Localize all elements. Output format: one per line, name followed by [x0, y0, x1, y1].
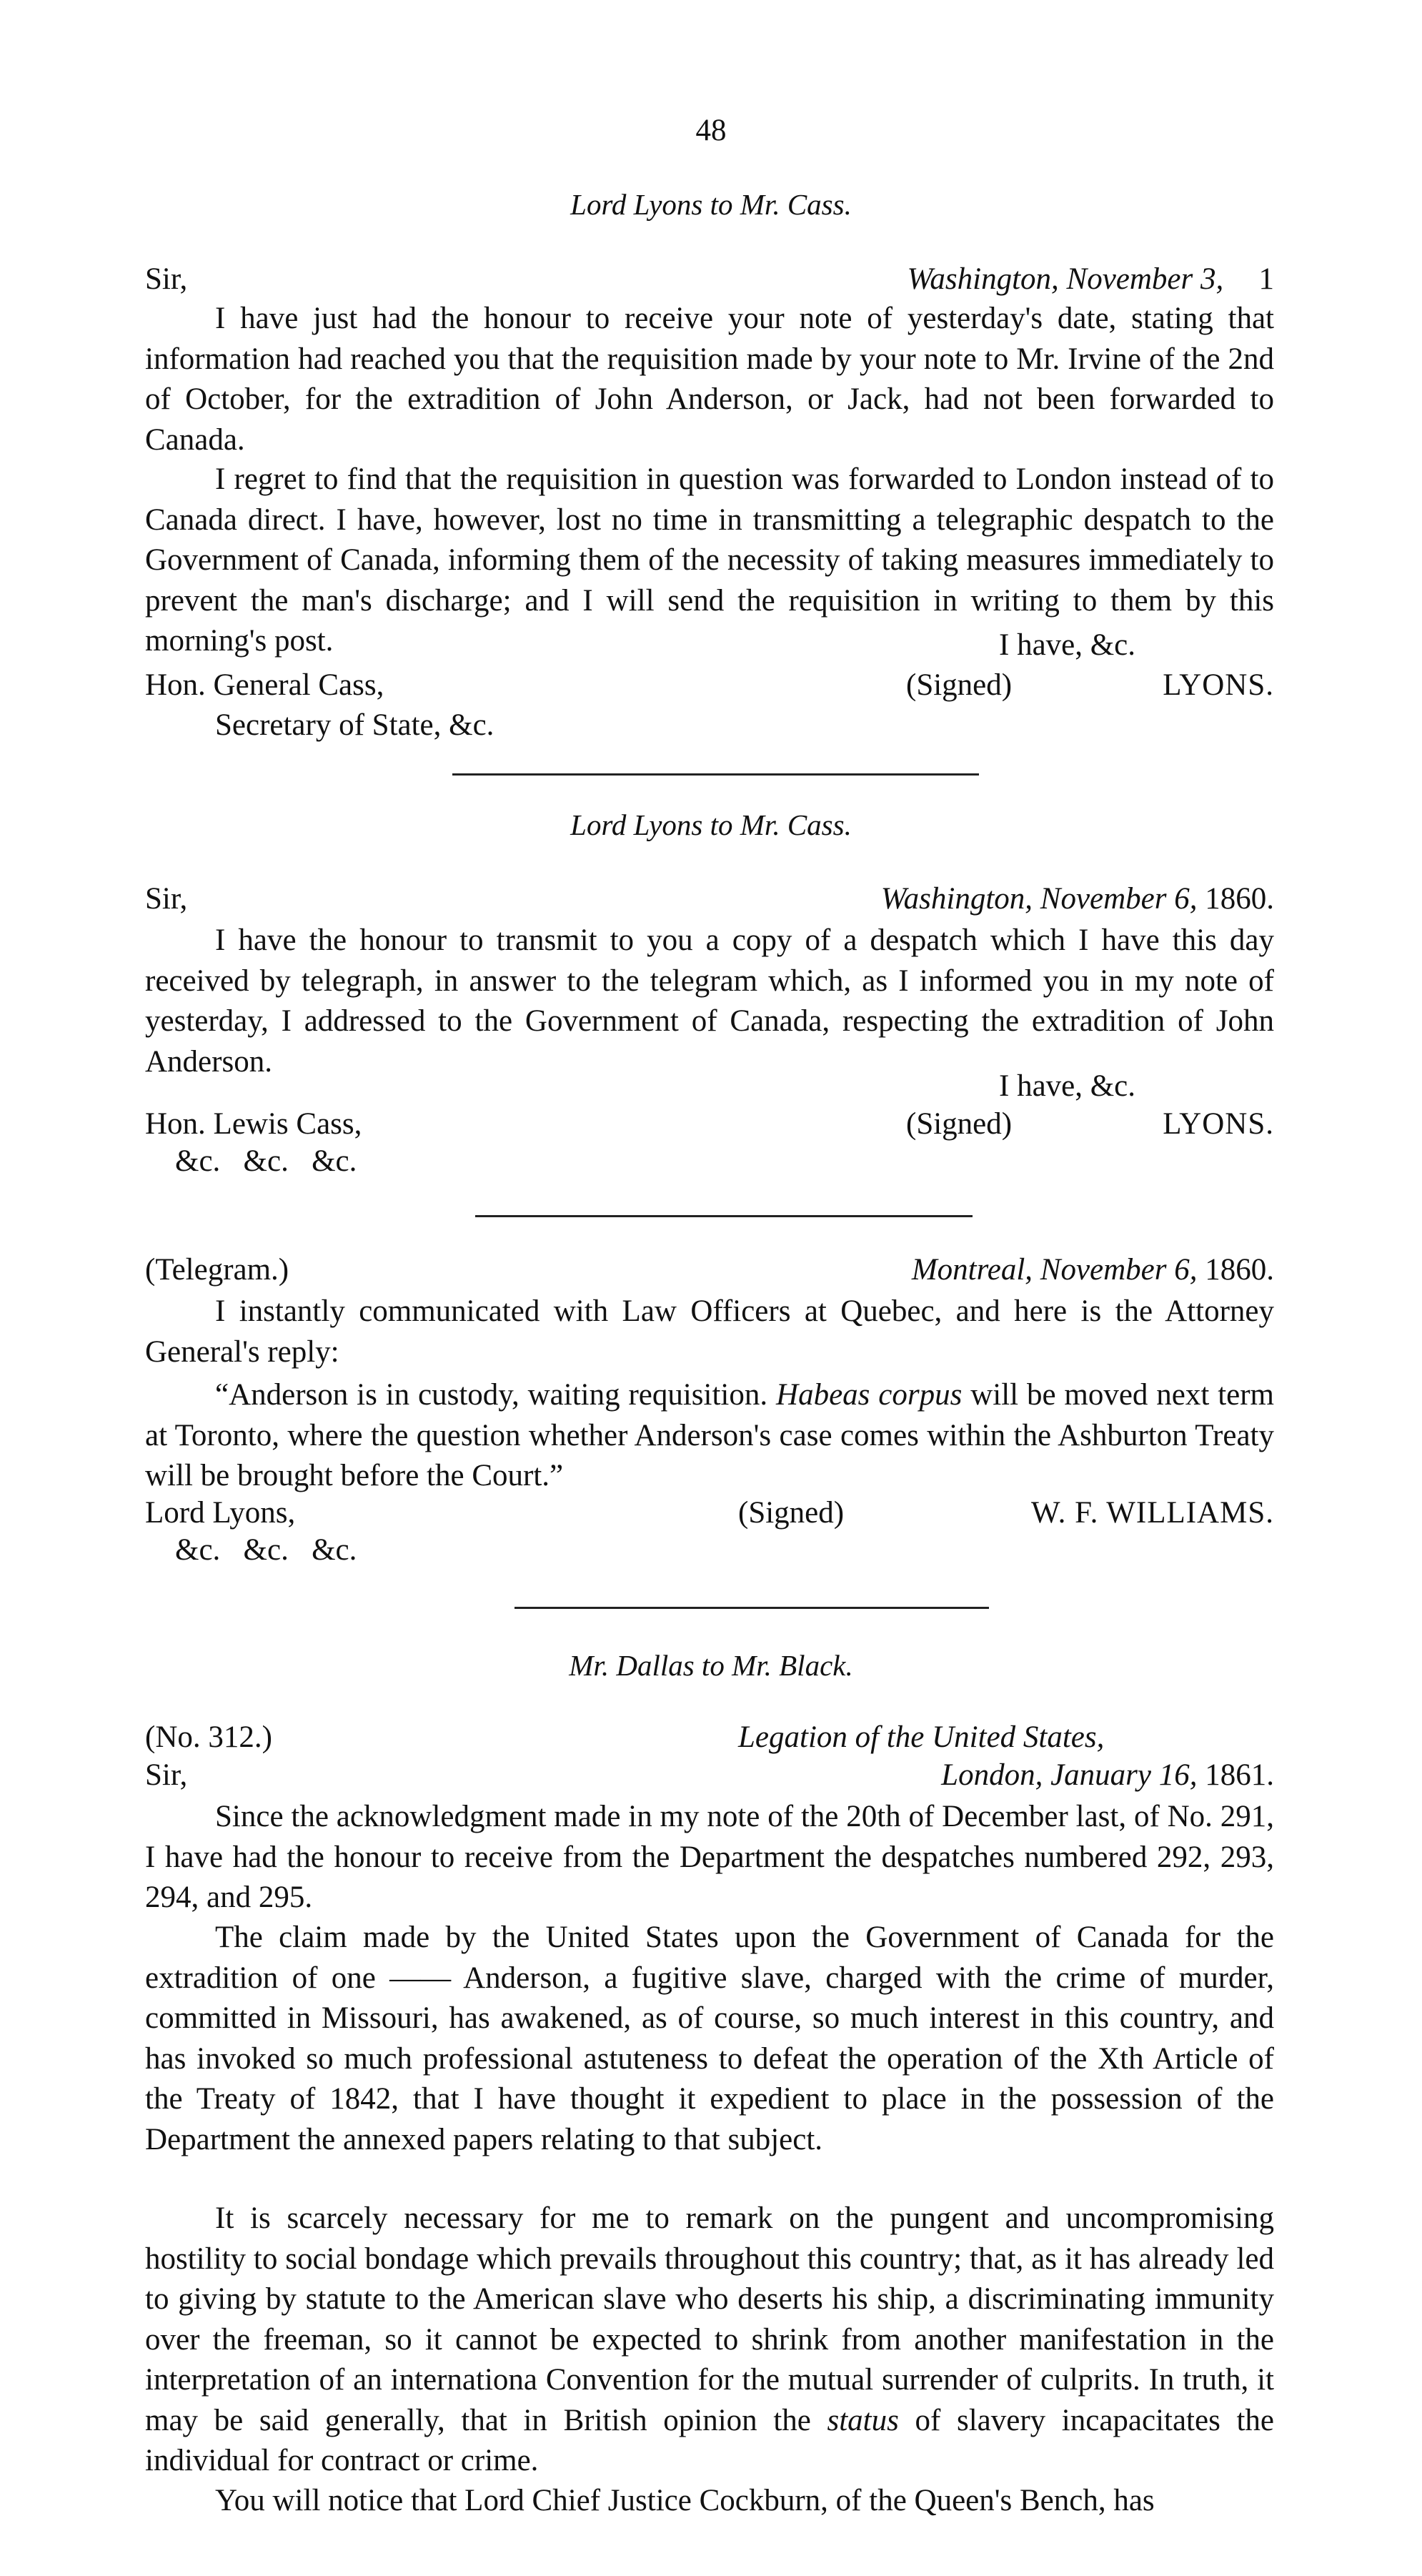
telegram-quote-before: “Anderson is in custody, waiting requisition.: [215, 1378, 768, 1412]
letter-2-closing: I have, &c.: [999, 1069, 1136, 1103]
letter-2-day: 6,: [1174, 882, 1198, 916]
letter-4-heading: Mr. Dallas to Mr. Black.: [569, 1649, 853, 1682]
letter-1-addressee-title: Secretary of State, &c.: [215, 708, 494, 742]
letter-1-day: 3,: [1200, 262, 1224, 296]
letter-2-year: 1860.: [1205, 882, 1274, 916]
telegram-label: (Telegram.): [145, 1253, 289, 1287]
letter-1-title-row: [145, 708, 1274, 748]
telegram-signature-row: [145, 1495, 1274, 1535]
telegram-quote-italic: Habeas corpus: [776, 1378, 963, 1412]
letter-1-addressee: Hon. General Cass,: [145, 668, 384, 702]
telegram-year: 1860.: [1205, 1253, 1274, 1287]
letter-1-place: Washington, November: [907, 262, 1193, 296]
letter-2-place: Washington, November: [880, 882, 1167, 916]
telegram-signed-label: (Signed): [738, 1496, 845, 1530]
letter-1-header-row: [145, 262, 1274, 302]
letter-4-paragraph-3-before: It is scarcely necessary for me to remark on the pungent and uncompromising hostility to social bondage which prevails throughout this country; that, as it has already led to giving by statute to the American slave who deserts his ship, a discriminating immunity over the freeman, so it cannot be expected to shrink from another manifestation in the interpretation of an internationa Convention for the mutual surrender of culprits. In truth, it may be said generally, that in British opinion the: [145, 2201, 1274, 2437]
letter-1-year: 1: [1258, 262, 1274, 296]
letter-4-paragraph-2: The claim made by the United States upon the Government of Canada for the extradition of one —— Anderson, a fugitive slave, charged with the crime of murder, committed in Missouri, has awakened, as of course, so much interest in this country, and has invoked so much professional astuteness to defeat the operation of the Xth Article of the Treaty of 1842, that I have thought it expedient to place in the possession of the Department the annexed papers relating to that subject.: [145, 1921, 1274, 2156]
telegram-header-row: [145, 1252, 1274, 1292]
section-divider-1: [452, 773, 979, 776]
letter-4-dateline: [941, 1758, 1274, 1793]
letter-2-salutation: Sir,: [145, 882, 188, 916]
section-divider-3: [514, 1607, 989, 1609]
letter-1-signature-row: [145, 668, 1274, 708]
telegram-quote-after: will be moved next term at Toronto, where the question whether Anderson's case comes within the Ashburton Treaty will be brought before the Court.”: [145, 1378, 1275, 1492]
letter-4-number-row: [145, 1720, 1274, 1760]
letter-4-day: 16,: [1158, 1758, 1198, 1792]
letter-4-header-row: [145, 1758, 1274, 1798]
telegram-quote-paragraph: [145, 1375, 1274, 1497]
letter-4-paragraph-3-italic: status: [827, 2403, 899, 2437]
letter-4-legation: Legation of the United States,: [738, 1720, 1105, 1754]
letter-4-paragraph-3: [145, 2199, 1274, 2482]
letter-2-signed-label: (Signed): [906, 1107, 1013, 1141]
letter-4-paragraph-1: Since the acknowledgment made in my note of the 20th of December last, of No. 291, I have had the honour to receive from the Department the despatches numbered 292, 293, 294, and 295.: [145, 1800, 1274, 1914]
letter-2-addressee-title: &c. &c. &c.: [175, 1144, 357, 1178]
letter-2-paragraph-1: I have the honour to transmit to you a copy of a despatch which I have this day received by telegraph, in answer to the telegram which, as I informed you in my note of yesterday, I addressed to the Government of Canada, respecting the extradition of John Anderson.: [145, 923, 1274, 1079]
telegram-signature: W. F. WILLIAMS.: [1030, 1496, 1274, 1530]
letter-1-signed-label: (Signed): [906, 668, 1013, 702]
letter-4-salutation: Sir,: [145, 1758, 188, 1792]
telegram-day: 6,: [1174, 1253, 1198, 1287]
letter-4-year: 1861.: [1205, 1758, 1274, 1792]
letter-2-header-row: [145, 881, 1274, 921]
telegram-place: Montreal, November: [911, 1253, 1167, 1287]
letter-2-signature: LYONS.: [1163, 1107, 1274, 1141]
letter-1-closing: I have, &c.: [999, 628, 1136, 662]
section-divider-2: [475, 1215, 973, 1217]
telegram-title-row: [145, 1532, 1274, 1572]
letter-2-addressee: Hon. Lewis Cass,: [145, 1107, 362, 1141]
letter-4-place: London, January: [941, 1758, 1151, 1792]
letter-2-signature-row: [145, 1106, 1274, 1146]
letter-2-closing-row: [145, 1069, 1274, 1109]
letter-1-signature: LYONS.: [1163, 668, 1274, 702]
telegram-intro-paragraph: I instantly communicated with Law Officers at Quebec, and here is the Attorney General's reply:: [145, 1294, 1274, 1369]
letter-4-paragraph-4: You will notice that Lord Chief Justice Cockburn, of the Queen's Bench, has: [215, 2484, 1155, 2517]
telegram-addressee: Lord Lyons,: [145, 1496, 296, 1530]
letter-4-number: (No. 312.): [145, 1720, 272, 1754]
letter-1-paragraph-1: I have just had the honour to receive your note of yesterday's date, stating that information had reached you that the requisition made by your note to Mr. Irvine of the 2nd of October, for the extradition of John Anderson, or Jack, had not been forwarded to Canada.: [145, 302, 1274, 457]
letter-2-dateline: [881, 881, 1274, 916]
page-number: 48: [695, 114, 727, 147]
letter-1-closing-row: [145, 628, 1274, 668]
telegram-dateline: [912, 1252, 1274, 1287]
letter-1-paragraph-2: I regret to find that the requisition in question was forwarded to London instead of to Canada direct. I have, however, lost no time in transmitting a telegraphic despatch to the Government of Canada, informing them of the necessity of taking measures immediately to prevent the man's discharge; and I will send the requisition in writing to them by this morning's post.: [145, 462, 1274, 658]
letter-2-title-row: [145, 1144, 1274, 1184]
letter-1-dateline: [908, 262, 1274, 297]
letter-1-salutation: Sir,: [145, 262, 188, 296]
letter-4-paragraph-3-after: of slavery incapacitates the individual for contract or crime.: [145, 2403, 1274, 2477]
telegram-addressee-title: &c. &c. &c.: [175, 1533, 357, 1567]
letter-2-heading: Lord Lyons to Mr. Cass.: [570, 808, 852, 841]
letter-1-heading: Lord Lyons to Mr. Cass.: [570, 188, 852, 221]
